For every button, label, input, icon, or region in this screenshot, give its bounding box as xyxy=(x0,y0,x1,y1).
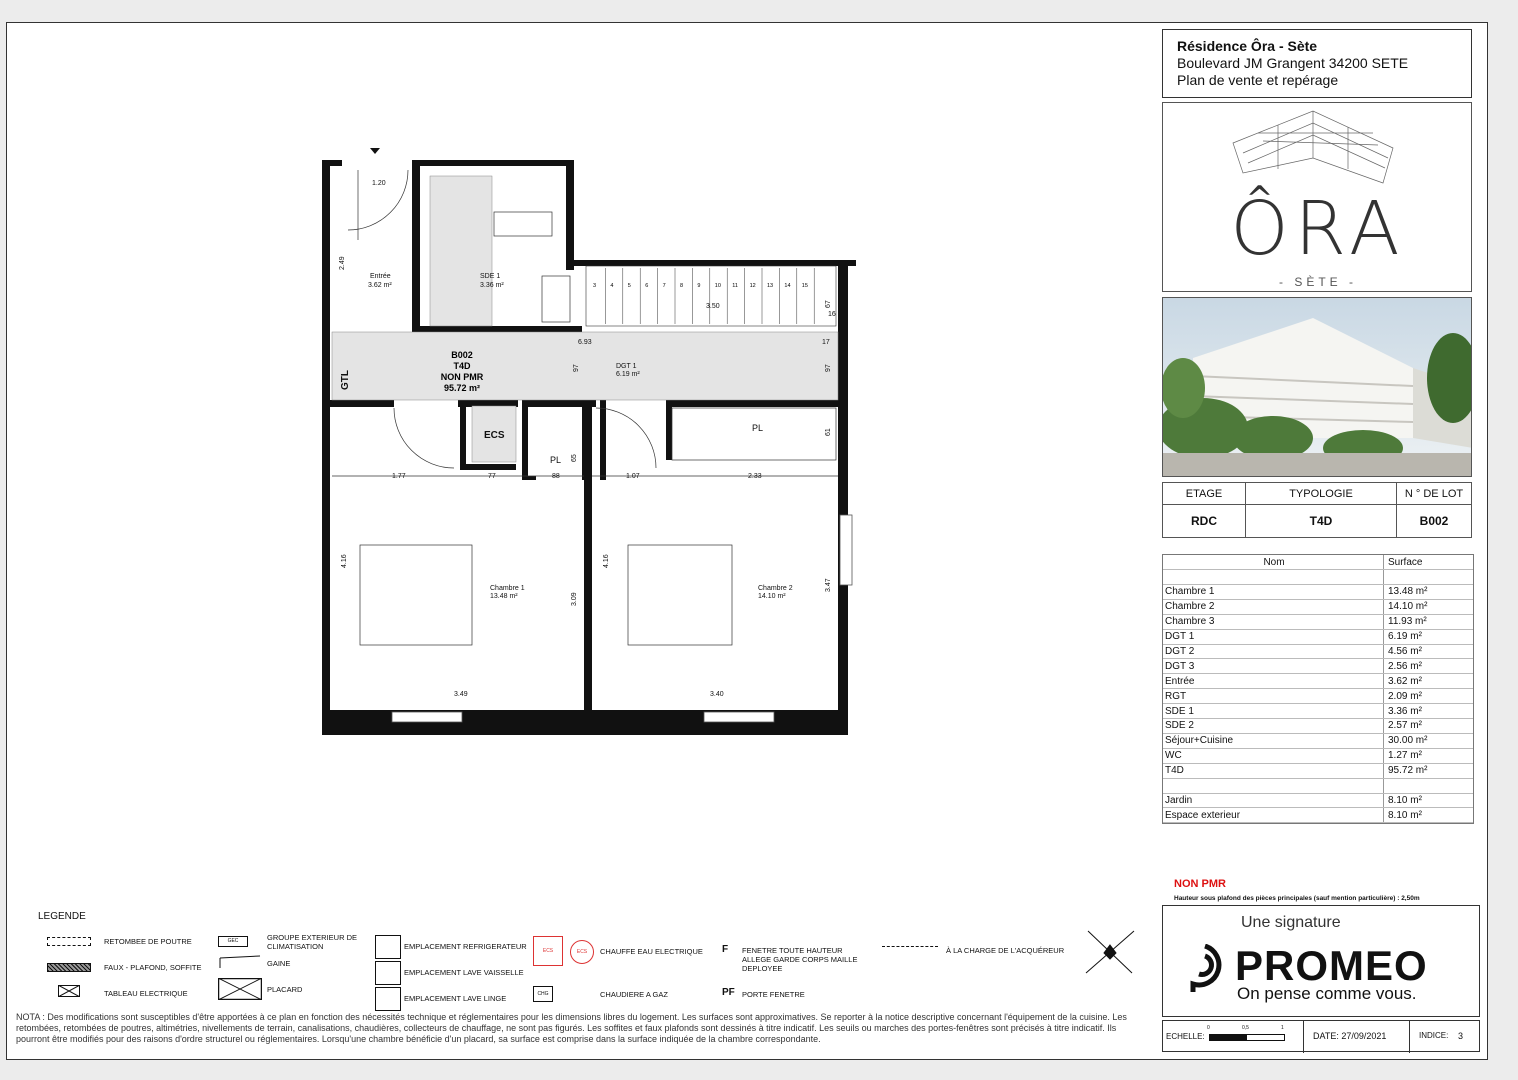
north-arrow-icon xyxy=(1082,927,1138,977)
surface-col-nom: Nom xyxy=(1163,555,1384,569)
surface-row xyxy=(1163,645,1473,660)
room-sde1-area: 3.36 m² xyxy=(480,282,504,289)
surface-room-name: T4D xyxy=(1163,764,1384,778)
legend-title: LEGENDE xyxy=(38,911,86,922)
legend-retombee: RETOMBEE DE POUTRE xyxy=(104,937,192,946)
surface-row xyxy=(1163,749,1473,764)
legend-refrigerateur: EMPLACEMENT REFRIGERATEUR xyxy=(404,942,527,951)
stair-step-number: 12 xyxy=(749,283,756,289)
dim-label: 2.33 xyxy=(748,473,762,480)
surface-room-value: 95.72 m² xyxy=(1388,765,1428,777)
surface-header xyxy=(1163,555,1473,570)
residence-photo-icon xyxy=(1163,298,1472,477)
dim-label: 2.49 xyxy=(339,256,346,270)
surface-room-name: RGT xyxy=(1163,689,1384,703)
gtl-label: GTL xyxy=(340,370,351,390)
pl-label: PL xyxy=(752,423,764,433)
surface-row xyxy=(1163,585,1473,600)
surface-room-value: 4.56 m² xyxy=(1388,646,1422,657)
lave-linge-icon xyxy=(375,987,401,1011)
scale-mark: 0,5 xyxy=(1242,1025,1249,1031)
stair-step-number: 14 xyxy=(784,283,791,289)
surface-row xyxy=(1163,704,1473,719)
legend-lave-linge: EMPLACEMENT LAVE LINGE xyxy=(404,994,507,1003)
legend-faux-plafond: FAUX - PLAFOND, SOFFITE xyxy=(104,963,202,972)
dim-label: 4.16 xyxy=(603,554,610,568)
placard-icon xyxy=(218,978,262,1000)
legend-chaudiere: CHAUDIERE A GAZ xyxy=(600,990,668,999)
refrigerateur-icon xyxy=(375,935,401,959)
surface-room-value: 8.10 m² xyxy=(1388,809,1422,821)
dim-label: 6.93 xyxy=(578,339,592,346)
surface-room-name: Jardin xyxy=(1163,794,1384,808)
room-ch2: Chambre 2 xyxy=(758,585,793,592)
surface-room-value: 6.19 m² xyxy=(1388,631,1422,643)
echelle-label: ECHELLE: xyxy=(1166,1032,1205,1041)
ecs-circle-icon: ECS xyxy=(570,940,594,964)
dim-label: 1.20 xyxy=(372,180,386,187)
room-ch2-area: 14.10 m² xyxy=(758,593,786,600)
legend-fenetre: FENETRE TOUTE HAUTEUR ALLEGE GARDE CORPS MAILLE DEPLOYEE xyxy=(742,946,858,973)
surface-room-name: Entrée xyxy=(1163,674,1384,688)
surface-room-value: 8.10 m² xyxy=(1388,795,1422,807)
stair-step-number: 4 xyxy=(610,283,614,289)
room-entree: Entrée xyxy=(370,273,391,280)
stair-step-number: 5 xyxy=(627,283,631,289)
surface-room-name: Chambre 2 xyxy=(1163,600,1384,614)
surface-row xyxy=(1163,600,1473,615)
stair-step-number: 13 xyxy=(767,283,774,289)
gaine-icon xyxy=(218,955,262,969)
surface-room-name: DGT 1 xyxy=(1163,630,1384,644)
ceiling-height-note: Hauteur sous plafond des pièces principales (sauf mention particulière) : 2,50m xyxy=(1174,895,1420,902)
stair-step-number: 9 xyxy=(697,283,701,289)
surface-room-name: Séjour+Cuisine xyxy=(1163,734,1384,748)
surface-room-value: 2.57 m² xyxy=(1388,720,1422,732)
dim-label: 4.16 xyxy=(341,554,348,568)
pl-label: PL xyxy=(550,455,562,465)
surface-room-name: Chambre 3 xyxy=(1163,615,1384,629)
surface-room-name: SDE 1 xyxy=(1163,704,1384,718)
scale-bar xyxy=(1209,1034,1285,1041)
surface-row xyxy=(1163,734,1473,749)
promeo-brand: PROMEO xyxy=(1235,942,1428,989)
scale-mark: 0 xyxy=(1207,1025,1210,1031)
stair-step-number: 15 xyxy=(801,283,808,289)
ora-logo-text: ÔRA xyxy=(1230,186,1406,272)
chg-icon: CHG xyxy=(533,986,553,1002)
value-typologie: T4D xyxy=(1246,505,1397,538)
dim-label: 65 xyxy=(571,454,578,462)
ecs-square-icon: ECS xyxy=(533,936,563,966)
legend-porte-fenetre: PORTE FENETRE xyxy=(742,990,805,999)
surface-table xyxy=(1162,554,1474,824)
legend-pf-symbol: PF xyxy=(722,987,735,998)
legend-tableau: TABLEAU ELECTRIQUE xyxy=(104,989,188,998)
room-ch1-area: 13.48 m² xyxy=(490,593,518,600)
lot-info-table xyxy=(1162,482,1472,538)
dim-label: 1.07 xyxy=(626,473,640,480)
promeo-signature: Une signature xyxy=(1241,914,1341,931)
plan-area: 95.72 m² xyxy=(443,383,481,393)
dim-label: 67 xyxy=(825,300,832,308)
surface-row xyxy=(1163,674,1473,689)
room-ch1: Chambre 1 xyxy=(490,585,525,592)
dim-label: 1.77 xyxy=(392,473,406,480)
col-etage: ETAGE xyxy=(1163,483,1246,505)
surface-row xyxy=(1163,615,1473,630)
surface-room-value: 3.62 m² xyxy=(1388,675,1422,687)
surface-row xyxy=(1163,689,1473,704)
legend-groupe: GROUPE EXTERIEUR DE CLIMATISATION xyxy=(267,933,358,951)
col-typologie: TYPOLOGIE xyxy=(1246,483,1397,505)
indice-label: INDICE: xyxy=(1419,1031,1449,1040)
nota-text: NOTA : Des modifications sont susceptibles d'être apportées à ce plan en fonction des nécessités technique et réglementaires pour les dimensions libres du logement. Les surfaces sont approximatives. Se reporter à la notice descriptive concernant l'équipement de la cuisine. Les retombées, retombées de poutres, altimétries, nivellements de terrain, canalisations, chaudières, collecteurs de chauffage, ne sont pas figurés. Les soffites et faux plafonds sont dessinés à titre indicatif. Les seuils ou marches des portes-fenêtres sont précisés à titre indicatif. Ils pourront être modifiés pour des raisons d'ordre structurel ou réglementaires. Lorsqu'une chambre bénéficie d'un placard, sa surface est comprise dans la surface indiquée de la chambre correspondante. xyxy=(16,1012,1127,1044)
legend-lave-vaisselle: EMPLACEMENT LAVE VAISSELLE xyxy=(404,968,524,977)
project-header xyxy=(1162,29,1472,98)
legend-gaine: GAINE xyxy=(267,959,291,968)
surface-spacer xyxy=(1163,570,1473,585)
dim-label: 3.50 xyxy=(706,303,720,310)
surface-row xyxy=(1163,794,1473,809)
plan-pmr: NON PMR xyxy=(440,372,484,382)
plan-lot: B002 xyxy=(451,350,473,360)
surface-row xyxy=(1163,630,1473,645)
surface-row xyxy=(1163,808,1473,823)
room-entree-area: 3.62 m² xyxy=(368,282,392,289)
dim-label: 3.49 xyxy=(454,691,468,698)
footer-strip xyxy=(1162,1020,1480,1052)
surface-row xyxy=(1163,764,1473,779)
gec-icon: GEC xyxy=(218,936,248,947)
legend-f-symbol: F xyxy=(722,944,729,955)
legend-placard: PLACARD xyxy=(267,985,303,994)
acquereur-dash-icon xyxy=(882,946,938,947)
surface-room-name: DGT 2 xyxy=(1163,645,1384,659)
surface-room-name: Espace exterieur xyxy=(1163,808,1384,822)
stair-step-number: 8 xyxy=(680,283,684,289)
value-lot: B002 xyxy=(1397,505,1472,538)
plan-typo: T4D xyxy=(453,361,471,371)
ecs-label: ECS xyxy=(484,430,505,441)
surface-room-name: Chambre 1 xyxy=(1163,585,1384,599)
tableau-electrique-icon xyxy=(58,985,80,997)
pmr-label: NON PMR xyxy=(1174,878,1226,890)
dim-label: 97 xyxy=(825,364,832,372)
dim-label: 3.09 xyxy=(571,592,578,606)
date-label: DATE: 27/09/2021 xyxy=(1313,1031,1387,1041)
project-address: Boulevard JM Grangent 34200 SETE xyxy=(1177,55,1409,71)
surface-row xyxy=(1163,719,1473,734)
floor-plan xyxy=(318,140,878,740)
dim-label: 61 xyxy=(825,428,832,436)
room-dgt1: DGT 1 xyxy=(616,363,637,370)
surface-col-surface: Surface xyxy=(1388,556,1423,568)
dim-label: 16 xyxy=(828,311,836,318)
promeo-logo-icon xyxy=(1185,944,1225,994)
legend-chauffe-eau: CHAUFFE EAU ELECTRIQUE xyxy=(600,947,703,956)
surface-room-value: 1.27 m² xyxy=(1388,750,1422,762)
stair-step-number: 7 xyxy=(662,283,666,289)
dim-label: 77 xyxy=(488,473,496,480)
stair-step-number: 11 xyxy=(732,283,738,289)
surface-room-name: SDE 2 xyxy=(1163,719,1384,733)
indice-value: 3 xyxy=(1458,1031,1464,1041)
ora-logo-subtitle: - SÈTE - xyxy=(1278,275,1357,289)
dim-label: 97 xyxy=(573,364,580,372)
surface-room-value: 13.48 m² xyxy=(1388,586,1428,598)
surface-room-value: 14.10 m² xyxy=(1388,601,1428,613)
surface-spacer xyxy=(1163,779,1473,794)
project-subtitle: Plan de vente et repérage xyxy=(1177,72,1339,88)
dim-label: 17 xyxy=(822,339,830,346)
surface-room-value: 2.09 m² xyxy=(1388,690,1422,702)
surface-room-name: DGT 3 xyxy=(1163,659,1384,673)
legend-acquereur: À LA CHARGE DE L'ACQUÉREUR xyxy=(946,946,1065,955)
dim-label: 3.47 xyxy=(825,578,832,592)
residence-photo xyxy=(1162,297,1472,477)
scale-mark: 1 xyxy=(1281,1025,1284,1031)
surface-room-value: 3.36 m² xyxy=(1388,705,1422,717)
stair-step-number: 10 xyxy=(714,283,721,289)
project-title: Résidence Ôra - Sète xyxy=(1177,38,1318,54)
surface-room-value: 2.56 m² xyxy=(1388,660,1422,672)
dim-label: 3.40 xyxy=(710,691,724,698)
promeo-tagline: On pense comme vous. xyxy=(1237,984,1417,1003)
surface-room-value: 11.93 m² xyxy=(1388,616,1427,628)
retombee-icon xyxy=(47,937,91,946)
surface-room-name: WC xyxy=(1163,749,1384,763)
surface-row xyxy=(1163,659,1473,674)
value-etage: RDC xyxy=(1163,505,1246,538)
dim-label: 88 xyxy=(552,473,560,480)
stair-step-number: 6 xyxy=(645,283,649,289)
faux-plafond-icon xyxy=(47,963,91,972)
stair-step-number: 3 xyxy=(593,283,597,289)
surface-room-value: 30.00 m² xyxy=(1388,735,1428,747)
lave-vaisselle-icon xyxy=(375,961,401,985)
room-dgt1-area: 6.19 m² xyxy=(616,371,640,378)
ora-logo-box xyxy=(1162,102,1472,292)
promeo-box xyxy=(1162,905,1480,1017)
col-lot: N ° DE LOT xyxy=(1397,483,1472,505)
room-sde1: SDE 1 xyxy=(480,273,501,280)
